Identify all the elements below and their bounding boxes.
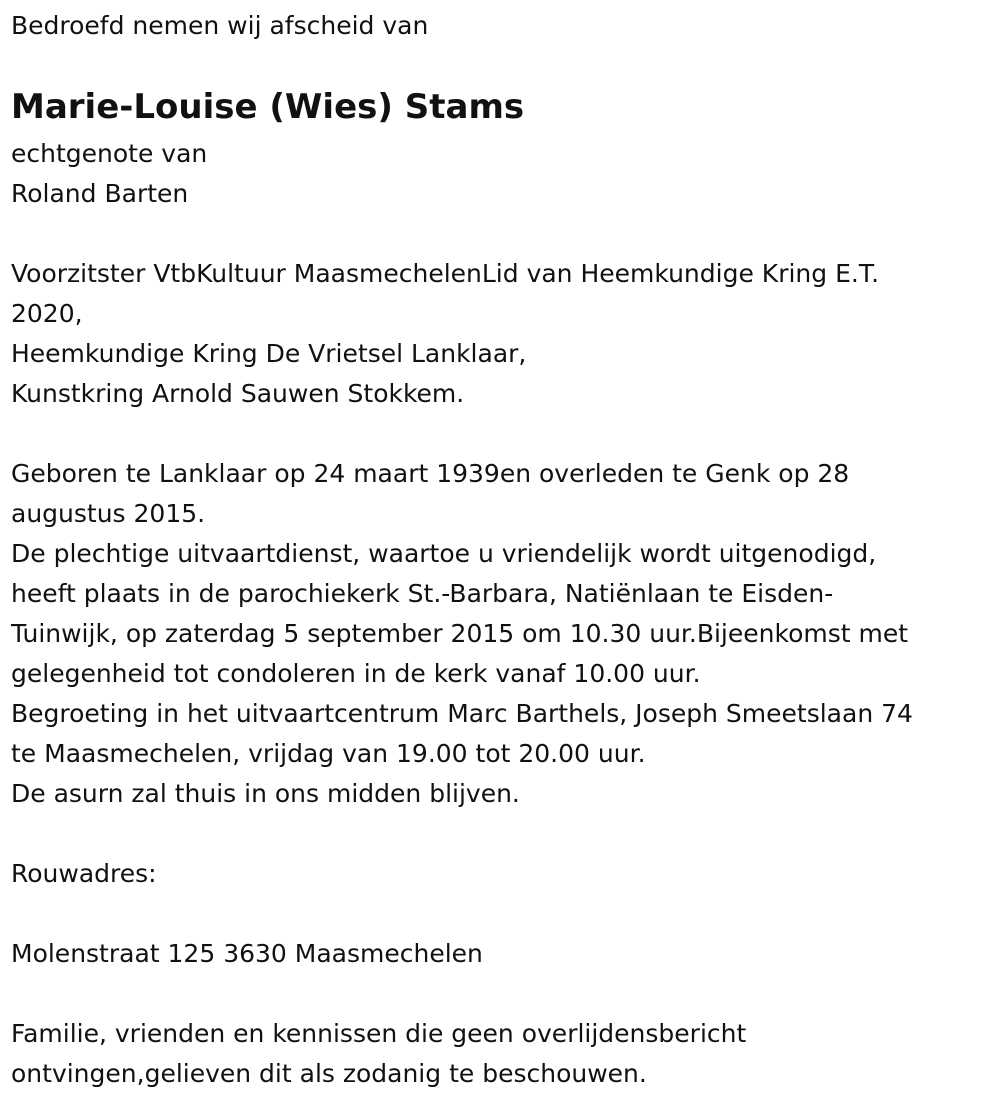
detail-line: De plechtige uitvaartdienst, waartoe u vriendelijk wordt uitgenodigd, — [11, 539, 877, 568]
spouse-section — [11, 134, 1000, 214]
detail-line: te Maasmechelen, vrijdag van 19.00 tot 20.00 uur. — [11, 739, 646, 768]
membership-line: Heemkundige Kring De Vrietsel Lanklaar, — [11, 339, 527, 368]
detail-line: Begroeting in het uitvaartcentrum Marc Barthels, Joseph Smeetslaan 74 — [11, 699, 913, 728]
membership-line: 2020, — [11, 299, 83, 328]
spouse-line: Roland Barten — [11, 179, 189, 208]
detail-line: heeft plaats in de parochiekerk St.-Barbara, Natiënlaan te Eisden- — [11, 579, 834, 608]
spacer — [11, 814, 1000, 854]
deceased-name: Marie-Louise (Wies) Stams — [11, 87, 525, 127]
closing-line: ontvingen,gelieven dit als zodanig te beschouwen. — [11, 1059, 647, 1088]
mourning-address-label: Rouwadres: — [11, 859, 157, 888]
detail-line: gelegenheid tot condoleren in de kerk vanaf 10.00 uur. — [11, 659, 701, 688]
details-section — [11, 454, 1000, 814]
membership-line: Kunstkring Arnold Sauwen Stokkem. — [11, 379, 465, 408]
mourning-address: Molenstraat 125 3630 Maasmechelen — [11, 939, 483, 968]
intro-text: Bedroefd nemen wij afscheid van — [11, 11, 429, 40]
memberships-section — [11, 254, 1000, 414]
detail-line: Tuinwijk, op zaterdag 5 september 2015 om 10.30 uur.Bijeenkomst met — [11, 619, 909, 648]
spacer — [11, 414, 1000, 454]
spouse-line: echtgenote van — [11, 139, 208, 168]
detail-line: augustus 2015. — [11, 499, 206, 528]
spacer — [11, 214, 1000, 254]
spacer — [11, 894, 1000, 934]
detail-line: Geboren te Lanklaar op 24 maart 1939en overleden te Genk op 28 — [11, 459, 850, 488]
spacer — [11, 974, 1000, 1014]
membership-line: Voorzitster VtbKultuur MaasmechelenLid van Heemkundige Kring E.T. — [11, 259, 880, 288]
closing-section — [11, 1014, 1000, 1094]
detail-line: De asurn zal thuis in ons midden blijven. — [11, 779, 520, 808]
closing-line: Familie, vrienden en kennissen die geen overlijdensbericht — [11, 1019, 747, 1048]
